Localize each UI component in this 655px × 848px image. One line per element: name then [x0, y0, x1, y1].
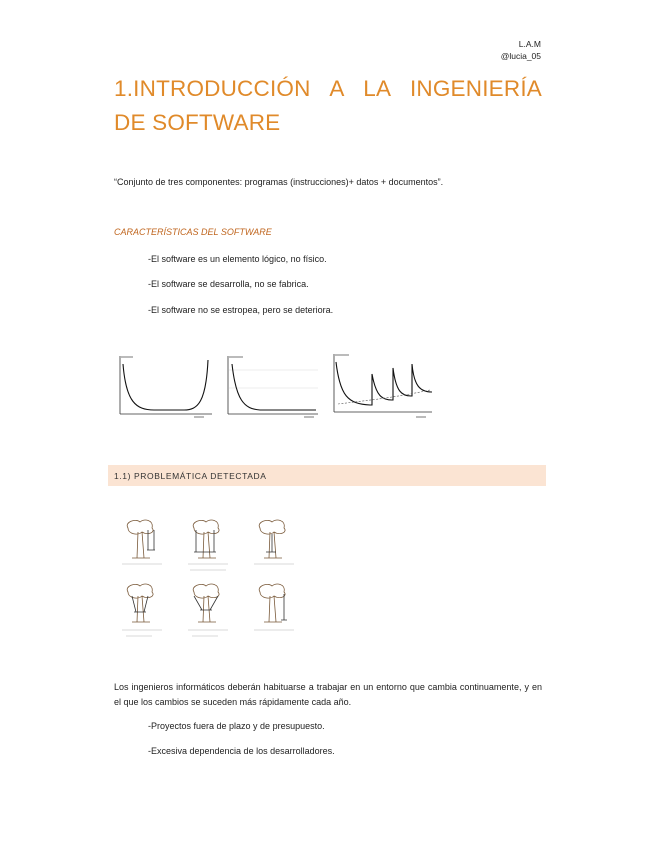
tree-swing-cartoon	[114, 512, 314, 644]
characteristics-heading: CARACTERÍSTICAS DEL SOFTWARE	[114, 227, 272, 237]
page-title	[114, 72, 542, 140]
body-paragraph: Los ingenieros informáticos deberán habituarse a trabajar en un entorno que cambia continuamente, y en el que los cambios se suceden más rápidamente cada año.	[114, 682, 542, 707]
author-initials: L.A.M	[518, 39, 541, 49]
header-author-block	[501, 38, 541, 62]
definition-quote: “Conjunto de tres componentes: programas (instrucciones)+ datos + documentos”.	[114, 177, 444, 187]
characteristic-item: -El software se desarrolla, no se fabrica.	[148, 279, 309, 289]
subsection-title: 1.1) PROBLEMÁTICA DETECTADA	[114, 471, 267, 481]
tree-swing-panels	[122, 520, 294, 636]
idealized-curve-chart	[228, 356, 318, 418]
deterioration-curve-chart	[334, 354, 432, 418]
title-word: LA	[363, 76, 392, 101]
problem-item: -Proyectos fuera de plazo y de presupuesto.	[148, 721, 325, 731]
failure-curves-figure	[114, 352, 434, 432]
title-line-2: DE SOFTWARE	[114, 110, 281, 135]
title-word: INGENIERÍA	[409, 76, 542, 101]
author-handle: @lucia_05	[500, 51, 541, 61]
bathtub-curve-chart	[120, 356, 212, 418]
title-word: 1.INTRODUCCIÓN	[114, 76, 311, 101]
problem-item: -Excesiva dependencia de los desarrolladores.	[148, 746, 335, 756]
title-line-1	[114, 72, 542, 106]
characteristic-item: -El software no se estropea, pero se deteriora.	[148, 305, 334, 315]
characteristic-item: -El software es un elemento lógico, no físico.	[148, 254, 327, 264]
title-word: A	[329, 76, 345, 101]
